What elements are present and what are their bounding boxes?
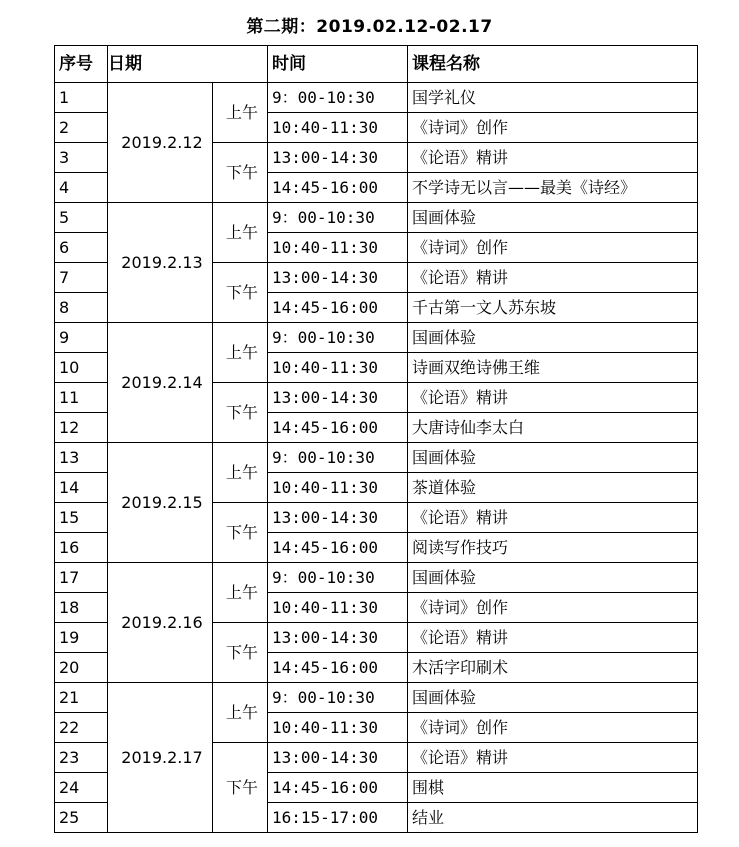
- row-number: 2: [55, 113, 108, 143]
- course-cell: 国画体验: [408, 203, 698, 233]
- course-cell: 《论语》精讲: [408, 383, 698, 413]
- course-cell: 《论语》精讲: [408, 263, 698, 293]
- row-number: 15: [55, 503, 108, 533]
- period-cell: 下午: [213, 263, 268, 323]
- row-number: 13: [55, 443, 108, 473]
- schedule-table: [54, 45, 698, 833]
- course-cell: 《诗词》创作: [408, 713, 698, 743]
- table-header-row: [55, 46, 698, 83]
- table-row: [55, 83, 698, 113]
- row-number: 5: [55, 203, 108, 233]
- time-cell: 14:45-16:00: [268, 533, 408, 563]
- time-cell: 14:45-16:00: [268, 173, 408, 203]
- period-cell: 下午: [213, 503, 268, 563]
- time-cell: 9：00-10:30: [268, 203, 408, 233]
- time-cell: 14:45-16:00: [268, 773, 408, 803]
- time-cell: 13:00-14:30: [268, 263, 408, 293]
- date-cell: 2019.2.16: [108, 563, 213, 683]
- time-cell: 13:00-14:30: [268, 623, 408, 653]
- course-cell: 《论语》精讲: [408, 503, 698, 533]
- course-cell: 阅读写作技巧: [408, 533, 698, 563]
- row-number: 1: [55, 83, 108, 113]
- time-cell: 14:45-16:00: [268, 293, 408, 323]
- period-cell: 下午: [213, 743, 268, 833]
- row-number: 10: [55, 353, 108, 383]
- course-cell: 结业: [408, 803, 698, 833]
- period-cell: 上午: [213, 323, 268, 383]
- period-cell: 下午: [213, 143, 268, 203]
- row-number: 22: [55, 713, 108, 743]
- time-cell: 13:00-14:30: [268, 743, 408, 773]
- row-number: 9: [55, 323, 108, 353]
- course-cell: 国画体验: [408, 323, 698, 353]
- time-cell: 9：00-10:30: [268, 683, 408, 713]
- row-number: 11: [55, 383, 108, 413]
- course-cell: 千古第一文人苏东坡: [408, 293, 698, 323]
- period-cell: 上午: [213, 563, 268, 623]
- header-date: 日期: [108, 46, 268, 83]
- course-cell: 《论语》精讲: [408, 143, 698, 173]
- header-no: 序号: [55, 46, 108, 83]
- period-cell: 上午: [213, 683, 268, 743]
- row-number: 4: [55, 173, 108, 203]
- time-cell: 9：00-10:30: [268, 443, 408, 473]
- row-number: 14: [55, 473, 108, 503]
- course-cell: 不学诗无以言——最美《诗经》: [408, 173, 698, 203]
- period-cell: 上午: [213, 203, 268, 263]
- schedule-body: [55, 83, 698, 833]
- table-row: [55, 563, 698, 593]
- course-cell: 茶道体验: [408, 473, 698, 503]
- time-cell: 14:45-16:00: [268, 413, 408, 443]
- time-cell: 14:45-16:00: [268, 653, 408, 683]
- period-cell: 下午: [213, 383, 268, 443]
- course-cell: 诗画双绝诗佛王维: [408, 353, 698, 383]
- period-cell: 上午: [213, 83, 268, 143]
- header-course: 课程名称: [408, 46, 698, 83]
- row-number: 23: [55, 743, 108, 773]
- row-number: 21: [55, 683, 108, 713]
- time-cell: 10:40-11:30: [268, 113, 408, 143]
- course-cell: 《论语》精讲: [408, 743, 698, 773]
- table-row: [55, 323, 698, 353]
- table-row: [55, 203, 698, 233]
- course-cell: 国画体验: [408, 683, 698, 713]
- date-cell: 2019.2.17: [108, 683, 213, 833]
- course-cell: 国学礼仪: [408, 83, 698, 113]
- date-cell: 2019.2.12: [108, 83, 213, 203]
- course-cell: 国画体验: [408, 443, 698, 473]
- course-cell: 《论语》精讲: [408, 623, 698, 653]
- time-cell: 9：00-10:30: [268, 83, 408, 113]
- time-cell: 13:00-14:30: [268, 503, 408, 533]
- date-cell: 2019.2.13: [108, 203, 213, 323]
- header-time: 时间: [268, 46, 408, 83]
- row-number: 7: [55, 263, 108, 293]
- time-cell: 13:00-14:30: [268, 143, 408, 173]
- row-number: 3: [55, 143, 108, 173]
- time-cell: 9：00-10:30: [268, 323, 408, 353]
- time-cell: 13:00-14:30: [268, 383, 408, 413]
- course-cell: 木活字印刷术: [408, 653, 698, 683]
- row-number: 17: [55, 563, 108, 593]
- row-number: 19: [55, 623, 108, 653]
- table-row: [55, 443, 698, 473]
- course-cell: 大唐诗仙李太白: [408, 413, 698, 443]
- date-cell: 2019.2.14: [108, 323, 213, 443]
- period-cell: 上午: [213, 443, 268, 503]
- row-number: 6: [55, 233, 108, 263]
- time-cell: 10:40-11:30: [268, 593, 408, 623]
- row-number: 20: [55, 653, 108, 683]
- page-title: 第二期：2019.02.12-02.17: [246, 17, 493, 37]
- time-cell: 10:40-11:30: [268, 233, 408, 263]
- course-cell: 《诗词》创作: [408, 113, 698, 143]
- time-cell: 10:40-11:30: [268, 713, 408, 743]
- row-number: 24: [55, 773, 108, 803]
- period-cell: 下午: [213, 623, 268, 683]
- course-cell: 围棋: [408, 773, 698, 803]
- row-number: 25: [55, 803, 108, 833]
- row-number: 18: [55, 593, 108, 623]
- time-cell: 10:40-11:30: [268, 353, 408, 383]
- row-number: 12: [55, 413, 108, 443]
- course-cell: 《诗词》创作: [408, 233, 698, 263]
- time-cell: 16:15-17:00: [268, 803, 408, 833]
- time-cell: 9：00-10:30: [268, 563, 408, 593]
- row-number: 16: [55, 533, 108, 563]
- course-cell: 国画体验: [408, 563, 698, 593]
- date-cell: 2019.2.15: [108, 443, 213, 563]
- time-cell: 10:40-11:30: [268, 473, 408, 503]
- table-row: [55, 683, 698, 713]
- row-number: 8: [55, 293, 108, 323]
- course-cell: 《诗词》创作: [408, 593, 698, 623]
